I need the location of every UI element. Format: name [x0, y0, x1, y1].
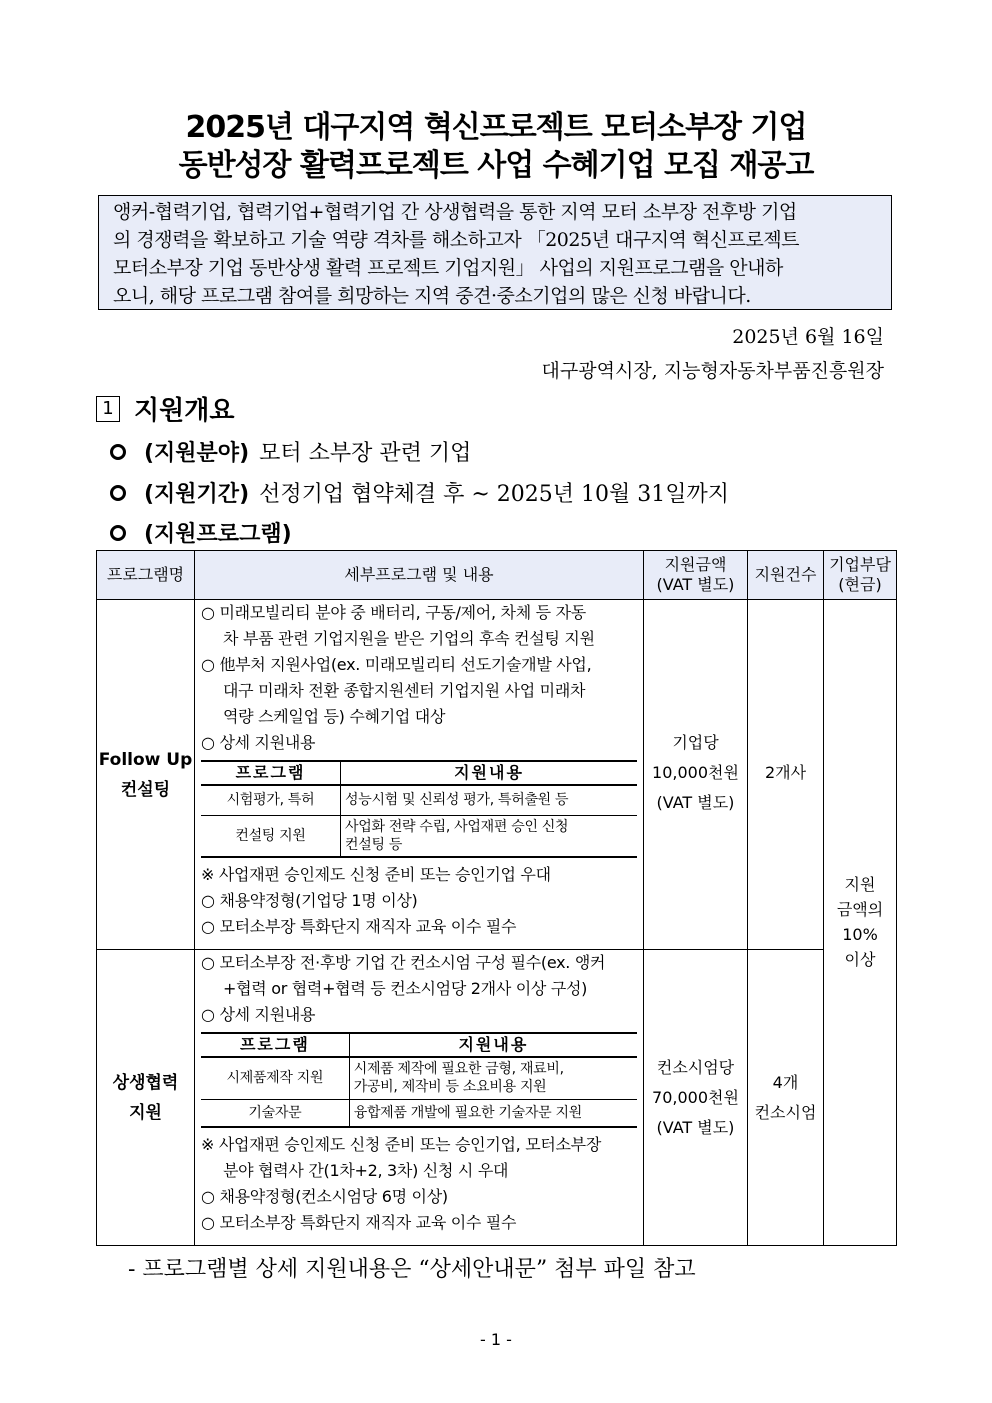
table-row [97, 600, 897, 950]
inner-header-cell: 프로그램 [201, 1033, 349, 1057]
circle-bullet-icon [110, 485, 126, 501]
header-text: 지원건수 [754, 565, 817, 584]
summary-line: 오니, 해당 프로그램 참여를 희망하는 지역 중견·중소기업의 많은 신청 바랍니다. [113, 285, 751, 307]
bullet-support-program [110, 517, 302, 548]
detail-line: ○ 채용약정형(기업당 1명 이상) [201, 891, 418, 910]
detail-line: 차 부품 관련 기업지원을 받은 기업의 후속 컨설팅 지원 [223, 629, 595, 648]
header-text: 지원금액 (VAT 별도) [656, 555, 735, 594]
inner-program-cell: 기술자문 [201, 1099, 349, 1127]
inner-header-cell: 프로그램 [201, 761, 341, 785]
bullet-label: (지원분야) [144, 441, 250, 466]
circle-bullet-icon [110, 444, 126, 460]
detail-line: ○ 모터소부장 특화단지 재직자 교육 이수 필수 [201, 917, 517, 936]
inner-header-row [201, 1033, 637, 1057]
inner-table [201, 760, 637, 858]
detail-cell [195, 600, 644, 950]
summary-line: 앵커-협력기업, 협력기업+협력기업 간 상생협력을 통한 지역 모터 소부장 전후방 기업 [113, 201, 797, 223]
burden-cell [824, 600, 897, 1246]
count: 2개사 [764, 763, 807, 782]
detail-line: +협력 or 협력+협력 등 컨소시엄당 2개사 이상 구성) [223, 979, 588, 998]
bullet-value: 선정기업 협약체결 후 ~ 2025년 10월 31일까지 [259, 482, 730, 507]
title-line-1: 2025년 대구지역 혁신프로젝트 모터소부장 기업 [185, 110, 807, 145]
header-detail [195, 551, 644, 600]
inner-content-cell: 융합제품 개발에 필요한 기술자문 지원 [349, 1099, 637, 1127]
detail-line: ○ 상세 지원내용 [201, 733, 316, 752]
header-burden [824, 551, 897, 600]
footnote: - 프로그램별 상세 지원내용은 “상세안내문” 첨부 파일 참고 [128, 1257, 696, 1282]
summary-line: 의 경쟁력을 확보하고 기술 역량 격차를 해소하고자 「2025년 대구지역 혁신프로젝트 [113, 229, 800, 251]
program-name-cell [97, 950, 195, 1246]
amount-cell [644, 950, 748, 1246]
detail-line: ※ 사업재편 승인제도 신청 준비 또는 승인기업, 모터소부장 [201, 1135, 601, 1154]
header-count [748, 551, 824, 600]
count-cell [748, 600, 824, 950]
amount-cell [644, 600, 748, 950]
program-table [96, 550, 897, 1246]
inner-content-cell: 시제품 제작에 필요한 금형, 재료비, 가공비, 제작비 등 소요비용 지원 [349, 1057, 637, 1099]
header-text: 세부프로그램 및 내용 [344, 565, 494, 584]
detail-line: 역량 스케일업 등) 수혜기업 대상 [223, 707, 446, 726]
table-header-row [97, 551, 897, 600]
inner-content-cell: 성능시험 및 신뢰성 평가, 특허출원 등 [341, 785, 637, 815]
header-program-name [97, 551, 195, 600]
burden: 지원 금액의 10% 이상 [836, 875, 884, 969]
inner-row [201, 815, 637, 857]
inner-row [201, 1057, 637, 1099]
summary-box [98, 195, 892, 310]
amount: 기업당 10,000천원 (VAT 별도) [652, 733, 739, 812]
amount: 컨소시엄당 70,000천원 (VAT 별도) [652, 1057, 739, 1137]
detail-line: ○ 상세 지원내용 [201, 1005, 316, 1024]
notice-date: 2025년 6월 16일 [732, 326, 884, 348]
detail-line: ○ 모터소부장 특화단지 재직자 교육 이수 필수 [201, 1213, 517, 1232]
inner-header-row [201, 761, 637, 785]
section-number: 1 [96, 396, 120, 422]
inner-header-cell: 지원내용 [341, 761, 637, 785]
program-name: 상생협력 지원 [112, 1072, 179, 1123]
detail-line: 분야 협력사 간(1차+2, 3차) 신청 시 우대 [223, 1161, 509, 1180]
page-number: - 1 - [480, 1330, 512, 1349]
inner-row [201, 785, 637, 815]
detail-line: ○ 미래모빌리티 분야 중 배터리, 구동/제어, 차체 등 자동 [201, 603, 586, 622]
detail-line: ※ 사업재편 승인제도 신청 준비 또는 승인기업 우대 [201, 865, 551, 884]
header-text: 프로그램명 [106, 565, 185, 584]
inner-table [201, 1032, 637, 1128]
header-text: 기업부담 (현금) [829, 555, 891, 594]
bullet-support-period [110, 477, 729, 508]
title-line-2: 동반성장 활력프로젝트 사업 수혜기업 모집 재공고 [178, 148, 814, 183]
inner-row [201, 1099, 637, 1127]
inner-content-cell: 사업화 전략 수립, 사업재편 승인 신청 컨설팅 등 [341, 815, 637, 857]
bullet-value: 모터 소부장 관련 기업 [259, 441, 472, 466]
bullet-support-field [110, 436, 471, 467]
detail-line: ○ 모터소부장 전·후방 기업 간 컨소시엄 구성 필수(ex. 앵커 [201, 953, 606, 972]
inner-header-cell: 지원내용 [349, 1033, 637, 1057]
bullet-label: (지원기간) [144, 482, 250, 507]
detail-line: ○ 他부처 지원사업(ex. 미래모빌리티 선도기술개발 사업, [201, 655, 592, 674]
issuer: 대구광역시장, 지능형자동차부품진흥원장 [541, 360, 884, 382]
circle-bullet-icon [110, 525, 126, 541]
count-cell [748, 950, 824, 1246]
count: 4개 컨소시엄 [754, 1072, 817, 1122]
detail-line: 대구 미래차 전환 종합지원센터 기업지원 사업 미래차 [223, 681, 586, 700]
inner-program-cell: 시제품제작 지원 [201, 1057, 349, 1099]
section-title: 지원개요 [134, 396, 235, 426]
table-row [97, 950, 897, 1246]
header-amount [644, 551, 748, 600]
inner-program-cell: 컨설팅 지원 [201, 815, 341, 857]
section-heading [96, 390, 234, 427]
inner-program-cell: 시험평가, 특허 [201, 785, 341, 815]
program-name: Follow Up 컨설팅 [98, 749, 193, 800]
bullet-label: (지원프로그램) [144, 522, 292, 547]
summary-line: 모터소부장 기업 동반상생 활력 프로젝트 기업지원」 사업의 지원프로그램을 안내하 [113, 257, 783, 279]
program-name-cell [97, 600, 195, 950]
detail-line: ○ 채용약정형(컨소시엄당 6명 이상) [201, 1187, 448, 1206]
detail-cell [195, 950, 644, 1246]
